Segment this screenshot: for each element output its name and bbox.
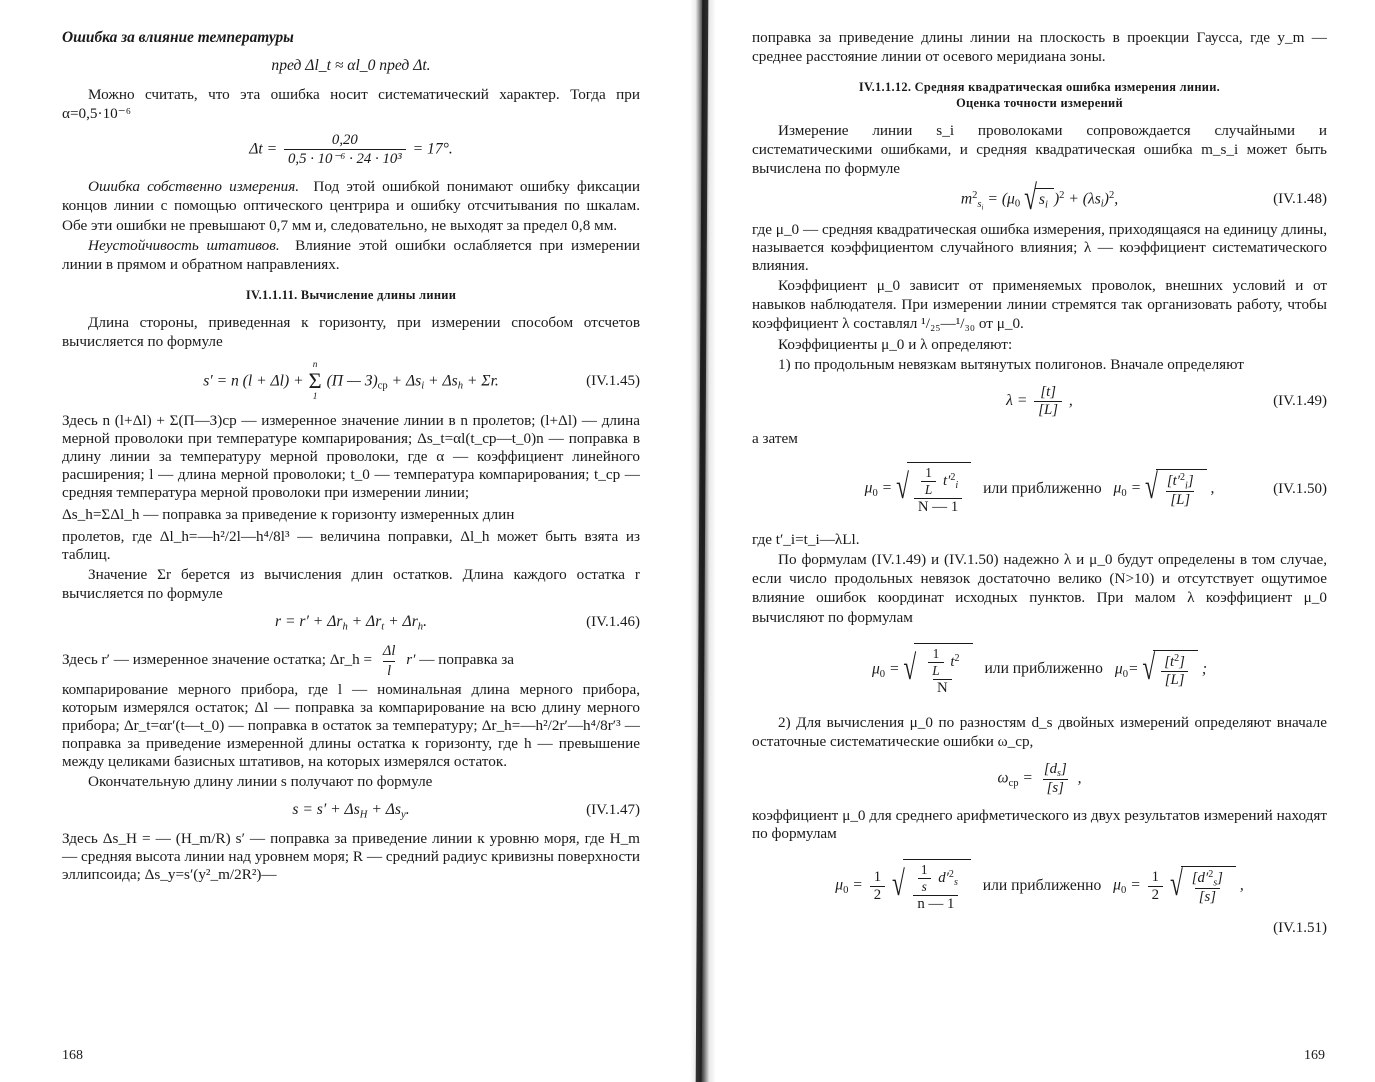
- inline-fraction-dl-l: $\frac{\Delta l}{l}$: [382, 643, 396, 679]
- fraction-mu0-exact: $\frac{1}{L}$ $t'^2_i$ N — 1: [914, 465, 962, 516]
- paragraph-longitudinal: 1) по продольным невязкам вытянутых полигонов. Вначале определяют: [778, 355, 1244, 373]
- fraction-one-half: $\frac{1}{2}$: [870, 869, 885, 904]
- summation-symbol: n Σ 1: [308, 359, 322, 402]
- formula-delta-t: [62, 132, 640, 168]
- formula-iv-1-47-tag: (IV.1.47): [586, 801, 640, 818]
- sqrt-si: √ $s_i$: [1024, 188, 1054, 211]
- paragraph-explanation-3: пролетов, где Δl_h=—h²/2l—h⁴/8l³ — величина поправки, Δl_h может быть взята из таблиц.: [62, 527, 640, 563]
- fraction-one-over-L-2: $\frac{1}{L}$: [928, 646, 943, 679]
- formula-iv-1-49-tag: (IV.1.49): [1273, 392, 1327, 409]
- paragraph-explanation-1: Здесь n (l+Δl) + Σ(П—З)ср — измеренное значение линии в n пролетов; (l+Δl) — длина мерной проволоки при температуре компарирования; Δs_t=αl(t_ср—t_0)n — поправка в длину линии за температуру мерной проволоки, где α — коэффициент линейного расширения; l — длина мерной проволоки; t_0 — температура компарирования; t_ср — средняя температура мерной проволоки при измерении линии;: [62, 412, 640, 502]
- paragraph-explanation-5: Здесь Δs_H = — (H_m/R) s′ — поправка за приведение линии к уровню моря, где H_m — средняя высота линии над уровнем моря; R — средний радиус кривизны поверхности эллипсоида; Δs_y=s′(y²_m/2R²)—: [62, 830, 640, 883]
- paragraph-gauss-projection: поправка за приведение длины линии на плоскость в проекции Гаусса, где y_m — среднее расстояние линии от осевого меридиана зоны.: [752, 29, 1327, 66]
- paragraph-line-length: Длина стороны, приведенная к горизонту, при измерении способом отсчетов вычисляется по формуле: [62, 313, 640, 350]
- formula-delta-t-lhs: Δt =: [249, 140, 278, 158]
- section-heading-iv-1-1-11: IV.1.1.11. Вычисление длины линии: [245, 288, 457, 303]
- paragraph-tripod-instability: [62, 236, 640, 274]
- page-number-right: 169: [1304, 1048, 1325, 1063]
- fraction-mu0-n-exact: $\frac{1}{L}$ $t^2$ N: [921, 646, 963, 697]
- sqrt-mu0-ds-approx: √ $\frac{[d'^2_s]}{[s]}$: [1170, 866, 1236, 906]
- formula-iv-1-47-body: $s = s' + \Delta s_H + \Delta s_y$.: [292, 800, 410, 821]
- paragraph-explanation-4-head-text: Здесь r′ — измеренное значение остатка; Δr_h =: [62, 651, 373, 669]
- section-heading-line1: IV.1.1.12. Средняя квадратическая ошибка измерения линии.: [858, 80, 1221, 95]
- sqrt-mu0-n-exact: √ $\frac{1}{L}$ $t^2$ N: [903, 643, 972, 697]
- formula-iv-1-48: [752, 179, 1327, 219]
- paragraph-systematic: Можно считать, что эта ошибка носит систематический характер. Тогда при α=0,5·10⁻⁶: [62, 86, 640, 123]
- fraction-t-over-L: $\frac{[t]}{[L]}$: [1034, 384, 1062, 419]
- fraction-one-over-L: $\frac{1}{L}$: [921, 465, 936, 498]
- paragraph-mu0-arith-mean: коэффициент μ_0 для среднего арифметического из двух результатов измерений находят по формулам: [752, 807, 1327, 843]
- formula-iv-1-45-tag: (IV.1.45): [586, 373, 640, 390]
- paragraph-measurement-error-lead: Ошибка собственно измерения.: [88, 178, 300, 196]
- section-heading-line2: Оценка точности измерений: [956, 95, 1123, 110]
- paragraph-rms-intro: Измерение линии s_i проволоками сопровождается случайными и систематическими ошибками, и средняя квадратическая ошибка m_s_i может быть вычислена по формуле: [752, 121, 1327, 177]
- formula-delta-t-rhs: = 17°.: [412, 140, 453, 158]
- formula-mu0-unnumbered-mid: или приближенно: [984, 660, 1103, 678]
- formula-temperature-error-text: пред Δl_t ≈ αl_0 пред Δt.: [271, 57, 431, 75]
- formula-iv-1-48-body: $m^2_{s_i} = (\mu_0$ √ $s_i$ )$^2 + (\lambda s_i)^2$,: [960, 179, 1119, 219]
- formula-delta-t-numerator: 0,20: [331, 132, 358, 149]
- fraction-one-half-2: $\frac{1}{2}$: [1148, 869, 1163, 904]
- formula-delta-t-denominator: 0,5 · 10⁻⁶ · 24 · 10³: [284, 149, 406, 168]
- paragraph-measurement-error: [62, 177, 640, 234]
- paragraph-explanation-4-head: Здесь r′ — измеренное значение остатка; Δr_h = $\frac{\Delta l}{l}$ r′ — поправка за: [62, 643, 515, 679]
- fraction-mu0-ds-exact: $\frac{1}{s}$ $d'^2_s$ n — 1: [910, 862, 962, 913]
- formula-mu0-unnumbered-body: $\mu_0$ = √ $\frac{1}{L}$ $t^2$ N или приближенно $\mu_0=$ √ $\frac{[t^2]}{[L]}$ ;: [872, 643, 1207, 697]
- formula-iv-1-46-tag: (IV.1.46): [586, 614, 640, 631]
- section-heading-iv-1-1-12: [752, 80, 1327, 111]
- fraction-mu0-n-approx: $\frac{[t^2]}{[L]}$: [1160, 653, 1189, 689]
- running-head-left: Ошибка за влияние температуры: [62, 29, 294, 46]
- formula-iv-1-51-tag: (IV.1.51): [1273, 920, 1327, 937]
- paragraph-reliability: По формулам (IV.1.49) и (IV.1.50) надежно λ и μ_0 будут определены в том случае, если число продольных невязок достаточно велико (N>10) и отсутствует ощутимое влияние ошибок координат исходных пунктов. При малом λ коэффициент μ_0 вычисляют по формулам: [752, 551, 1327, 626]
- inline-r-prime: r′: [406, 651, 416, 669]
- paragraph-remainder: Значение Σr берется из вычисления длин остатков. Длина каждого остатка r вычисляется по формуле: [62, 565, 640, 602]
- formula-iv-1-50: [752, 462, 1327, 516]
- paragraph-final-length: Окончательную длину линии s получают по формуле: [88, 772, 433, 790]
- formula-delta-t-fraction: [284, 132, 406, 168]
- paragraph-explanation-2: Δs_h=ΣΔl_h — поправка за приведение к горизонту измеренных длин: [62, 505, 515, 523]
- formula-iv-1-46: [62, 613, 640, 632]
- sqrt-mu0-exact: √ $\frac{1}{L}$ $t'^2_i$ N — 1: [896, 462, 971, 516]
- formula-iv-1-50-tag: (IV.1.50): [1273, 480, 1327, 497]
- fraction-mu0-ds-approx: $\frac{[d'^2_s]}{[s]}$: [1191, 868, 1223, 906]
- paragraph-measurement-error-body: Под этой ошибкой понимают ошибку фиксации концов линии с помощью оптического центрира и ошибку отсчитывания по шкалам. Обе эти ошибки не превышают 0,7 мм и, следовательно, не выходят за предел 0,8 мм.: [62, 178, 640, 234]
- formula-iv-1-51-mid: или приближенно: [982, 876, 1102, 894]
- formula-omega-sr-body: $\omega_{ср}$ = $\frac{[d_s]}{[s]}$ ,: [997, 761, 1082, 797]
- formula-iv-1-50-mid: или приближенно: [983, 479, 1102, 497]
- fraction-one-over-s: $\frac{1}{s}$: [917, 862, 932, 895]
- sqrt-mu0-ds-exact: √ $\frac{1}{s}$ $d'^2_s$ n — 1: [892, 859, 971, 913]
- paragraph-explanation-4: компарирование мерного прибора, где l — номинальная длина мерного прибора, которым измерялся остаток; Δl — поправка за компарирование на всю длину мерного прибора; Δr_t=αr′(t—t_0) — поправка в остаток за температуру; Δr_h=—h²/2r′—h⁴/8r′³ — поправка за приведение измеренной длины остатка к горизонту, где h — превышение между целиками базисных штативов, на которых измерялся остаток.: [62, 680, 640, 770]
- formula-iv-1-48-tag: (IV.1.48): [1273, 191, 1327, 208]
- formula-iv-1-51: [752, 859, 1327, 913]
- formula-iv-1-49: [752, 384, 1327, 419]
- formula-omega-sr: [752, 761, 1327, 797]
- page-number-left: 168: [62, 1048, 83, 1063]
- paragraph-double-measurements: 2) Для вычисления μ_0 по разностям d_s двойных измерений определяют вначале остаточные систематические ошибки ω_ср,: [752, 713, 1327, 750]
- formula-iv-1-49-body: λ = $\frac{[t]}{[L]}$ ,: [1006, 383, 1073, 418]
- right-page: [700, 0, 1375, 1082]
- formula-iv-1-47: [62, 801, 640, 820]
- formula-temperature-error: [62, 56, 640, 76]
- formula-iv-1-45-body: s′ = n (l + Δl) + n Σ 1 (П — $З)_{ср} + \Delta s_i + \Delta s_h + \Sigma r$.: [203, 359, 499, 402]
- paragraph-tripod-body: Влияние этой ошибки ослабляется при измерении линии в прямом и обратном направлениях.: [62, 236, 640, 273]
- paragraph-mu0-depends: Коэффициент μ_0 зависит от применяемых проволок, внешних условий и от навыков наблюдателя. При измерении линии стремятся так организовать работу, чтобы коэффициент λ составлял ¹/₂₅—¹/₃₀ от μ_0.: [752, 277, 1327, 333]
- sqrt-mu0-approx: √ $\frac{[t'^2_i]}{[L]}$: [1145, 469, 1207, 509]
- formula-mu0-unnumbered: [752, 643, 1327, 697]
- fraction-ds-over-s: $\frac{[d_s]}{[s]}$: [1043, 761, 1067, 797]
- formula-iv-1-46-body: $r = r' + \Delta r_h + \Delta r_t + \Delta r_h$.: [275, 613, 427, 633]
- paragraph-then: а затем: [752, 429, 798, 447]
- paragraph-coefficients-def: где μ_0 — средняя квадратическая ошибка измерения, приходящаяся на единицу длины, называется коэффициентом случайного влияния; λ — коэффициент систематического влияния.: [752, 221, 1327, 275]
- sqrt-mu0-n-approx: √ $\frac{[t^2]}{[L]}$: [1142, 650, 1198, 689]
- formula-iv-1-51-body: $\mu_0$ = $\frac{1}{2}$ √ $\frac{1}{s}$ $d'^2_s$ n — 1 или приближенно $\mu_0$ = $\frac{1}{2}$ √ $\frac{[d'^2_s]}{[s]}$ ,: [835, 859, 1243, 913]
- formula-iv-1-50-body: $\mu_0$ = √ $\frac{1}{L}$ $t'^2_i$ N — 1 или приближенно $\mu_0$ = √ $\frac{[t'^2_i]}{[L]}$ ,: [865, 462, 1215, 516]
- formula-iv-1-45: [62, 361, 640, 402]
- fraction-mu0-approx: $\frac{[t'^2_i]}{[L]}$: [1166, 471, 1194, 509]
- paragraph-tripod-lead: Неустойчивость штативов.: [88, 236, 280, 254]
- paragraph-t-prime-def: где t′_i=t_i—λLl.: [752, 531, 860, 549]
- paragraph-coefficients-determined: Коэффициенты μ_0 и λ определяют:: [778, 335, 1013, 353]
